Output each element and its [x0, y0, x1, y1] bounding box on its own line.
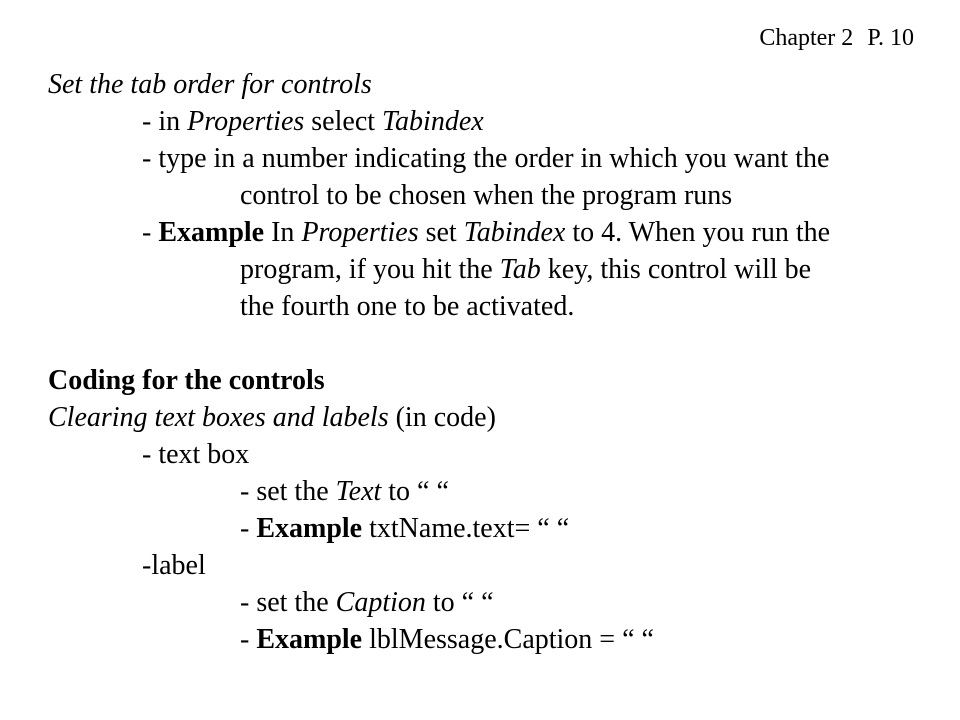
tab-order-example-line-3: the fourth one to be activated. [240, 291, 575, 322]
tab-order-example-line-2 [48, 251, 938, 288]
slide-body [48, 66, 938, 658]
example-tabindex: Tabindex [463, 217, 566, 248]
step1-prefix: - in [142, 106, 188, 137]
label-example-code: lblMessage.Caption = “ “ [362, 624, 654, 655]
example-set: set [418, 217, 464, 248]
coding-heading: Coding for the controls [48, 365, 325, 396]
slide-header [759, 22, 914, 54]
example-line2-pre: program, if you hit the [240, 254, 500, 285]
label-example-dash: - [240, 624, 257, 655]
text-box-example-dash: - [240, 513, 257, 544]
text-box-item: - text box [142, 439, 250, 470]
example-label: Example [158, 217, 265, 248]
text-box-set-prop: Text [335, 476, 382, 507]
text-box-example-label: Example [256, 513, 363, 544]
tab-order-step-2-line-1: - type in a number indicating the order in which you want the [142, 143, 830, 174]
label-item: -label [142, 550, 206, 581]
label-set-prop: Caption [335, 587, 426, 618]
page-number: P. 10 [867, 25, 914, 51]
tab-order-step-2-line-2: control to be chosen when the program runs [240, 180, 733, 211]
text-box-example [48, 510, 938, 547]
example-in: In [264, 217, 302, 248]
clearing-note: (in code) [388, 402, 496, 433]
step1-tabindex: Tabindex [382, 106, 484, 137]
clearing-title: Clearing text boxes and labels [48, 402, 389, 433]
step1-mid: select [304, 106, 383, 137]
text-box-set [48, 473, 938, 510]
label-example-label: Example [256, 624, 363, 655]
tab-order-heading: Set the tab order for controls [48, 69, 372, 100]
chapter-label: Chapter 2 [759, 25, 854, 51]
text-box-set-pre: - set the [240, 476, 336, 507]
label-set-pre: - set the [240, 587, 336, 618]
label-set [48, 584, 938, 621]
blank-spacer [48, 325, 938, 362]
example-properties: Properties [301, 217, 419, 248]
label-example [48, 621, 938, 658]
label-set-post: to “ “ [425, 587, 494, 618]
tab-order-example-line-1 [48, 214, 938, 251]
coding-subheading [48, 399, 938, 436]
text-box-example-code: txtName.text= “ “ [362, 513, 570, 544]
step1-properties: Properties [187, 106, 305, 137]
example-rest: to 4. When you run the [565, 217, 831, 248]
text-box-set-post: to “ “ [381, 476, 449, 507]
example-dash: - [142, 217, 159, 248]
example-tab-key: Tab [499, 254, 541, 285]
tab-order-step-1 [48, 103, 938, 140]
example-line2-post: key, this control will be [540, 254, 812, 285]
